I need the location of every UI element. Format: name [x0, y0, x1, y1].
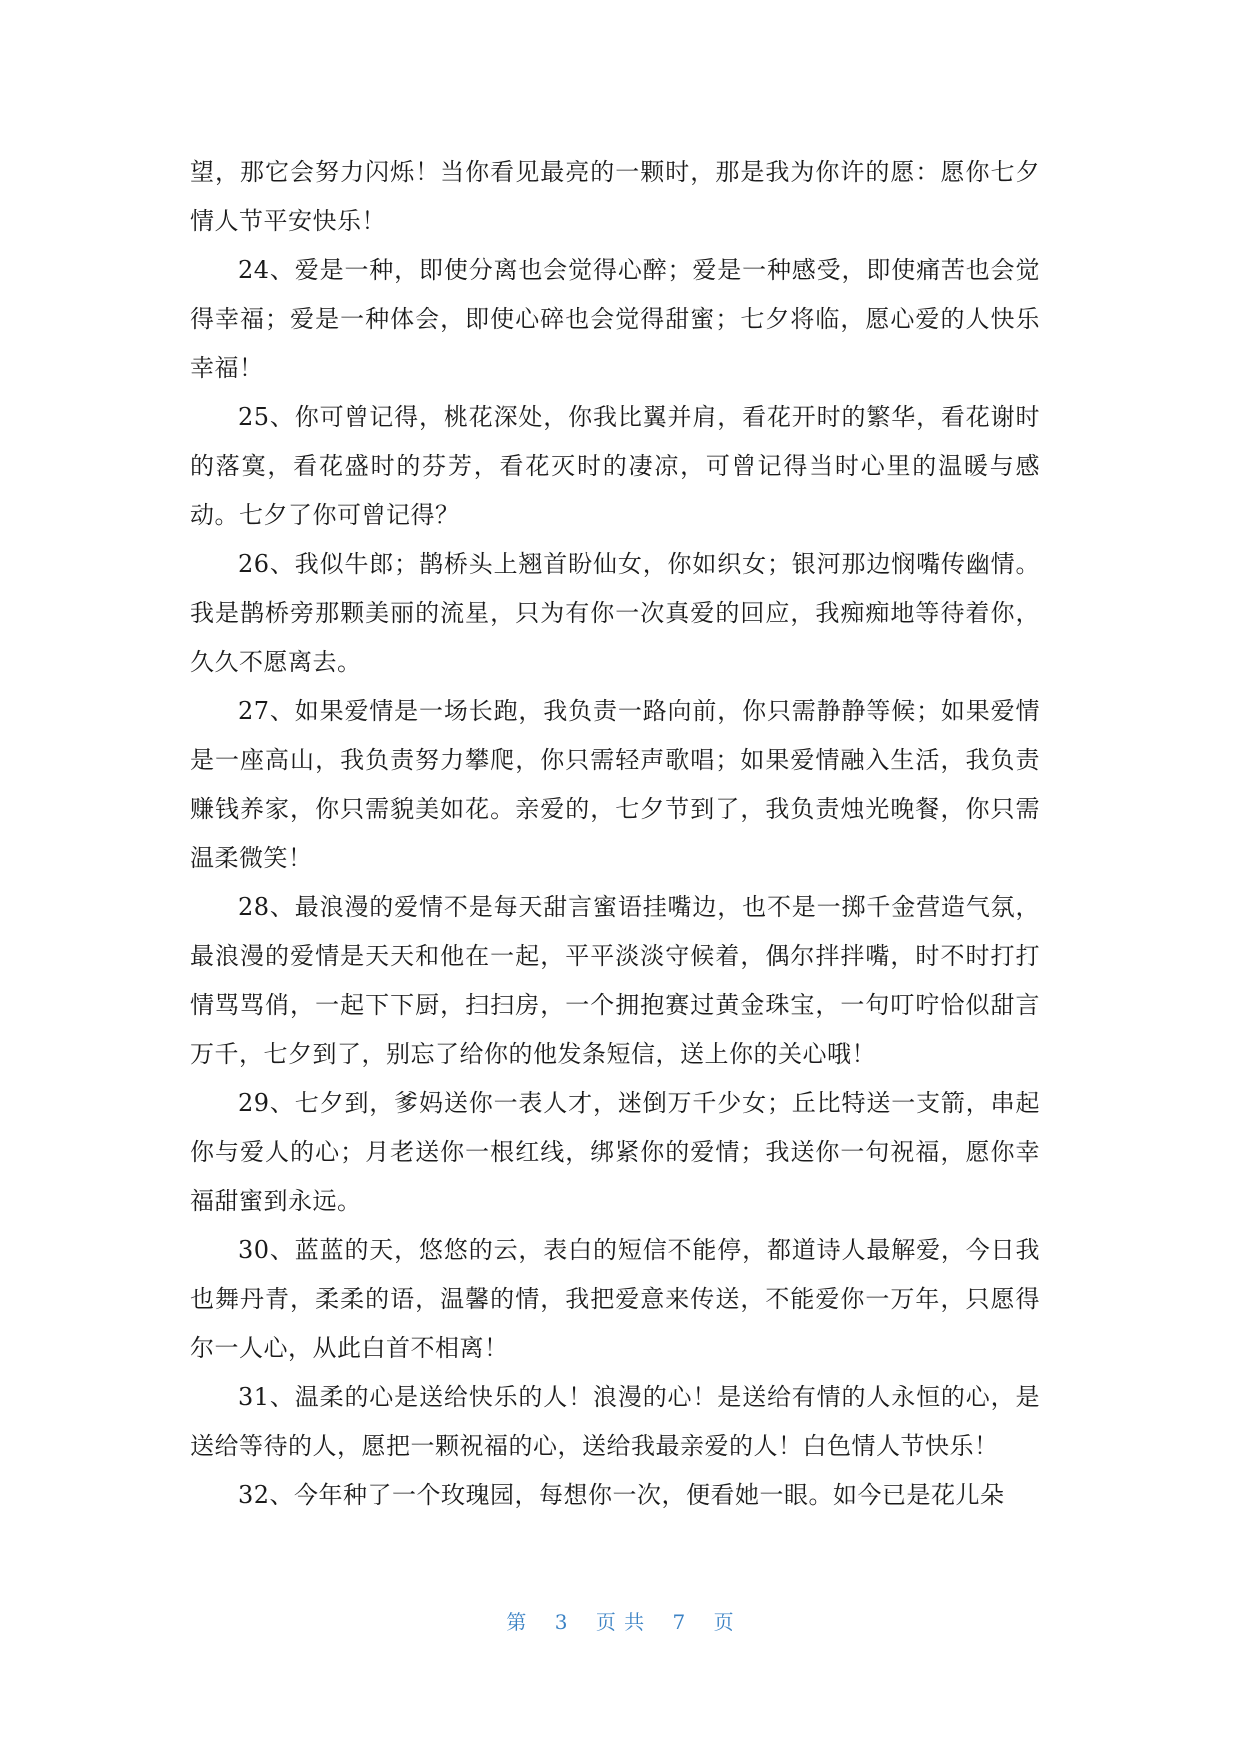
paragraph-continuation: 望，那它会努力闪烁！当你看见最亮的一颗时，那是我为你许的愿：愿你七夕情人节平安快乐！: [190, 158, 1040, 235]
paragraph-28: 28、最浪漫的爱情不是每天甜言蜜语挂嘴边，也不是一掷千金营造气氛，最浪漫的爱情是天天和他在一起，平平淡淡守候着，偶尔拌拌嘴，时不时打打情骂骂俏，一起下下厨，扫扫房，一个拥抱赛过黄金珠宝，一句叮咛恰似甜言万千，七夕到了，别忘了给你的他发条短信，送上你的关心哦！: [190, 893, 1040, 1068]
paragraph-24: 24、爱是一种，即使分离也会觉得心醉；爱是一种感受，即使痛苦也会觉得幸福；爱是一种体会，即使心碎也会觉得甜蜜；七夕将临，愿心爱的人快乐幸福！: [190, 256, 1040, 382]
paragraph-29: 29、七夕到，爹妈送你一表人才，迷倒万千少女；丘比特送一支箭，串起你与爱人的心；月老送你一根红线，绑紧你的爱情；我送你一句祝福，愿你幸福甜蜜到永远。: [190, 1089, 1040, 1215]
document-body: [190, 148, 1040, 1520]
footer-current-page: 3: [554, 1610, 569, 1634]
paragraph-31: 31、温柔的心是送给快乐的人！浪漫的心！是送给有情的人永恒的心，是送给等待的人，愿把一颗祝福的心，送给我最亲爱的人！白色情人节快乐！: [190, 1383, 1040, 1460]
footer-suffix: 页: [713, 1610, 735, 1634]
paragraph-25: 25、你可曾记得，桃花深处，你我比翼并肩，看花开时的繁华，看花谢时的落寞，看花盛时的芬芳，看花灭时的凄凉，可曾记得当时心里的温暖与感动。七夕了你可曾记得？: [190, 403, 1040, 529]
footer-middle: 页 共: [595, 1610, 646, 1634]
paragraph-32: 32、今年种了一个玫瑰园，每想你一次，便看她一眼。如今已是花儿朵: [238, 1481, 1005, 1509]
footer-prefix: 第: [506, 1610, 528, 1634]
paragraph-30: 30、蓝蓝的天，悠悠的云，表白的短信不能停，都道诗人最解爱，今日我也舞丹青，柔柔的语，温馨的情，我把爱意来传送，不能爱你一万年，只愿得尔一人心，从此白首不相离！: [190, 1236, 1040, 1362]
page-number-footer: [0, 1606, 1241, 1635]
paragraph-26: 26、我似牛郎；鹊桥头上翘首盼仙女，你如织女；银河那边悯嘴传幽情。我是鹊桥旁那颗美丽的流星，只为有你一次真爱的回应，我痴痴地等待着你，久久不愿离去。: [190, 550, 1040, 676]
paragraph-27: 27、如果爱情是一场长跑，我负责一路向前，你只需静静等候；如果爱情是一座高山，我负责努力攀爬，你只需轻声歌唱；如果爱情融入生活，我负责赚钱养家，你只需貌美如花。亲爱的，七夕节到了，我负责烛光晚餐，你只需温柔微笑！: [190, 697, 1040, 872]
footer-total-pages: 7: [672, 1610, 687, 1634]
